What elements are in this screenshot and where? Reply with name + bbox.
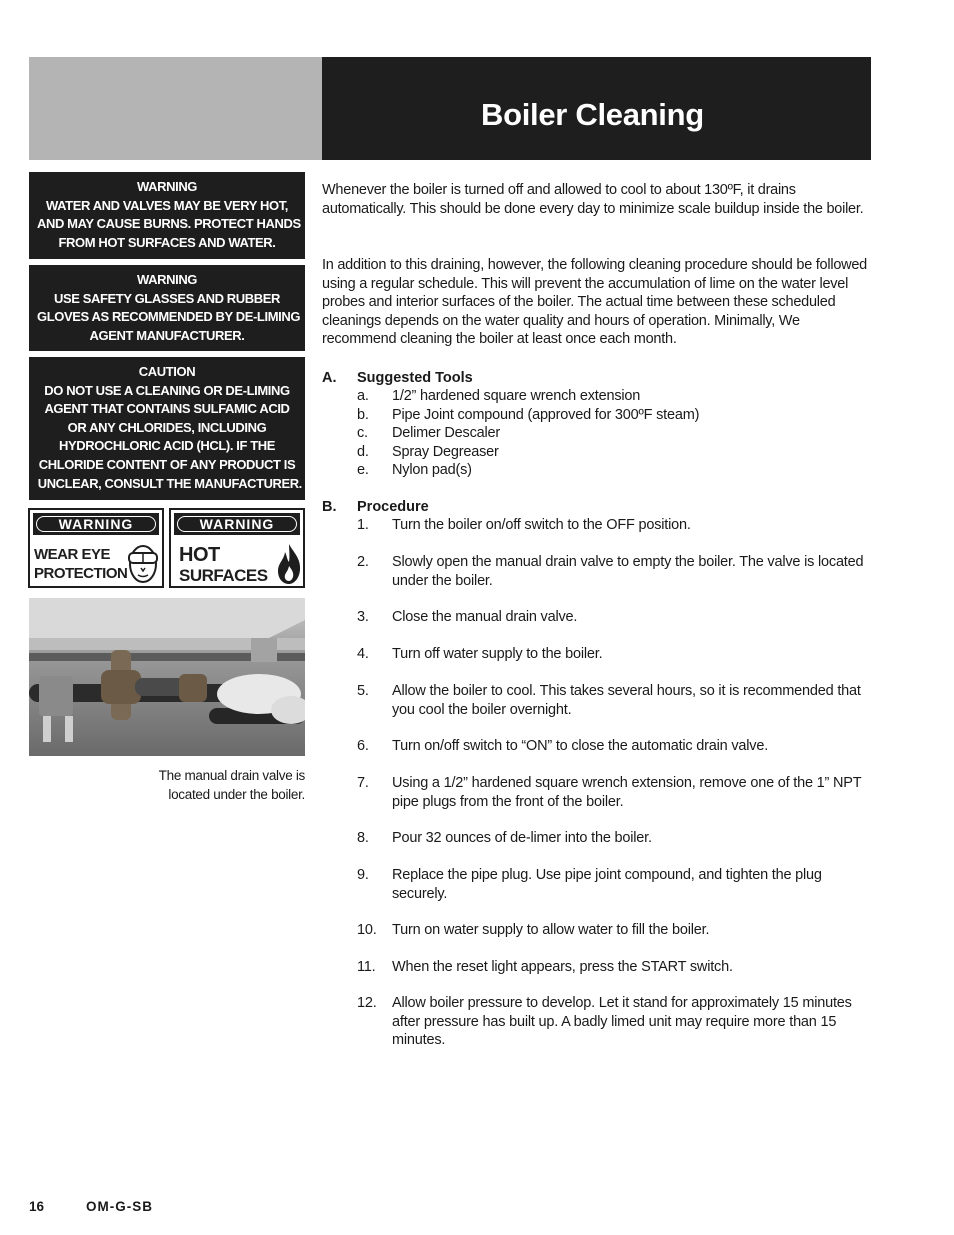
procedure-step-number: 1.: [357, 517, 369, 533]
procedure-step-number: 5.: [357, 683, 369, 699]
procedure-step-text: Turn off water supply to the boiler.: [392, 646, 603, 662]
drain-valve-photo: [29, 598, 305, 756]
warning-heading: WARNING: [136, 272, 198, 287]
caution-line: CHLORIDE CONTENT OF ANY PRODUCT IS: [38, 456, 296, 472]
procedure-step-number: 3.: [357, 609, 369, 625]
intro-paragraph-schedule: In addition to this draining, however, the following cleaning procedure should be followed using a regular schedule. This will prevent the accumulation of lime on the water level probes and interior surfaces of the boiler. The actual time between these scheduled cleanings depends on the water quality and hours of operation. Minimally, We recommend cleaning the boiler at least once each month.: [322, 257, 867, 347]
caution-box-cleaning-agent: [29, 357, 305, 500]
warning-box-safety-glasses: [29, 265, 305, 351]
page-number: 16: [29, 1199, 45, 1214]
flame-icon: [275, 542, 303, 586]
procedure-step-number: 12.: [357, 995, 377, 1011]
section-b-title: Procedure: [357, 499, 429, 515]
procedure-step-number: 6.: [357, 738, 369, 754]
page-title: Boiler Cleaning: [481, 97, 704, 132]
procedure-step-text: Allow the boiler to cool. This takes several hours, so it is recommended that you cool the boiler overnight.: [392, 683, 861, 718]
tool-item-marker: a.: [357, 388, 369, 404]
procedure-step-text: Slowly open the manual drain valve to empty the boiler. The valve is located under the boiler.: [392, 554, 864, 589]
warning-box-hot-water: [29, 172, 305, 259]
sign-text-line: HOT: [179, 544, 220, 566]
procedure-step-text: Using a 1/2” hardened square wrench extension, remove one of the 1” NPT pipe plugs from the front of the boiler.: [392, 775, 862, 810]
warning-line: AND MAY CAUSE BURNS. PROTECT HANDS: [37, 216, 301, 232]
tool-item-text: Delimer Descaler: [392, 425, 500, 441]
procedure-step-number: 7.: [357, 775, 369, 791]
procedure-step-text: Allow boiler pressure to develop. Let it stand for approximately 15 minutes after pressure has built up. A badly limed unit may require more than 15 minutes.: [392, 995, 852, 1048]
section-a-title: Suggested Tools: [357, 370, 473, 386]
tool-item-marker: e.: [357, 462, 369, 478]
procedure-step-number: 2.: [357, 554, 369, 570]
intro-paragraph-draining: Whenever the boiler is turned off and allowed to cool to about 130ºF, it drains automatically. This should be done every day to minimize scale buildup inside the boiler.: [322, 182, 864, 217]
procedure-step-text: Turn the boiler on/off switch to the OFF position.: [392, 517, 691, 533]
warning-sign-banner: [174, 513, 300, 535]
caution-line: HYDROCHLORIC ACID (HCL). IF THE: [58, 438, 276, 454]
caution-line: UNCLEAR, CONSULT THE MANUFACTURER.: [37, 475, 302, 491]
section-a-marker: A.: [322, 370, 337, 386]
warning-line: WATER AND VALVES MAY BE VERY HOT,: [45, 197, 289, 213]
warning-line: USE SAFETY GLASSES AND RUBBER: [53, 290, 281, 306]
warning-line: AGENT MANUFACTURER.: [89, 327, 245, 343]
warning-line: GLOVES AS RECOMMENDED BY DE-LIMING: [37, 309, 301, 325]
warning-sign-banner-text: WARNING: [177, 516, 297, 532]
tool-item-text: 1/2” hardened square wrench extension: [392, 388, 641, 404]
document-code: OM-G-SB: [86, 1199, 153, 1214]
caption-line: The manual drain valve is: [158, 768, 305, 783]
warning-heading: WARNING: [136, 179, 198, 194]
caution-line: OR ANY CHLORIDES, INCLUDING: [67, 419, 267, 435]
procedure-step-text: Replace the pipe plug. Use pipe joint compound, and tighten the plug securely.: [392, 867, 822, 902]
photo-caption: [120, 766, 305, 804]
procedure-step-text: Turn on water supply to allow water to fill the boiler.: [392, 922, 710, 938]
sign-text-line: PROTECTION: [34, 565, 128, 582]
tool-item-marker: d.: [357, 444, 369, 460]
section-b-marker: B.: [322, 499, 337, 515]
header-gray-block: [29, 57, 322, 160]
warning-sign-banner: [33, 513, 159, 535]
tool-item-marker: c.: [357, 425, 368, 441]
sign-text-line: WEAR EYE: [34, 546, 111, 563]
caption-line: located under the boiler.: [168, 787, 305, 802]
procedure-step-text: Close the manual drain valve.: [392, 609, 578, 625]
warning-sign-hot-surfaces: [169, 508, 305, 588]
procedure-step-number: 10.: [357, 922, 377, 938]
procedure-step-number: 11.: [357, 959, 376, 975]
procedure-step-text: When the reset light appears, press the START switch.: [392, 959, 733, 975]
warning-sign-eye-protection: [28, 508, 164, 588]
warning-sign-banner-text: WARNING: [36, 516, 156, 532]
procedure-step-number: 9.: [357, 867, 369, 883]
procedure-step-number: 8.: [357, 830, 369, 846]
tool-item-text: Pipe Joint compound (approved for 300ºF steam): [392, 407, 700, 423]
procedure-step-text: Pour 32 ounces of de-limer into the boiler.: [392, 830, 652, 846]
tool-item-text: Spray Degreaser: [392, 444, 499, 460]
procedure-step-text: Turn on/off switch to “ON” to close the automatic drain valve.: [392, 738, 769, 754]
tool-item-text: Nylon pad(s): [392, 462, 472, 478]
caution-line: DO NOT USE A CLEANING OR DE-LIMING: [44, 382, 290, 398]
warning-line: FROM HOT SURFACES AND WATER.: [58, 234, 276, 250]
caution-line: AGENT THAT CONTAINS SULFAMIC ACID: [44, 401, 290, 417]
goggles-face-icon: [125, 538, 161, 586]
sign-text-line: SURFACES: [179, 566, 268, 585]
caution-heading: CAUTION: [138, 364, 196, 379]
tool-item-marker: b.: [357, 407, 369, 423]
header-black-block: [322, 57, 871, 160]
procedure-step-number: 4.: [357, 646, 369, 662]
